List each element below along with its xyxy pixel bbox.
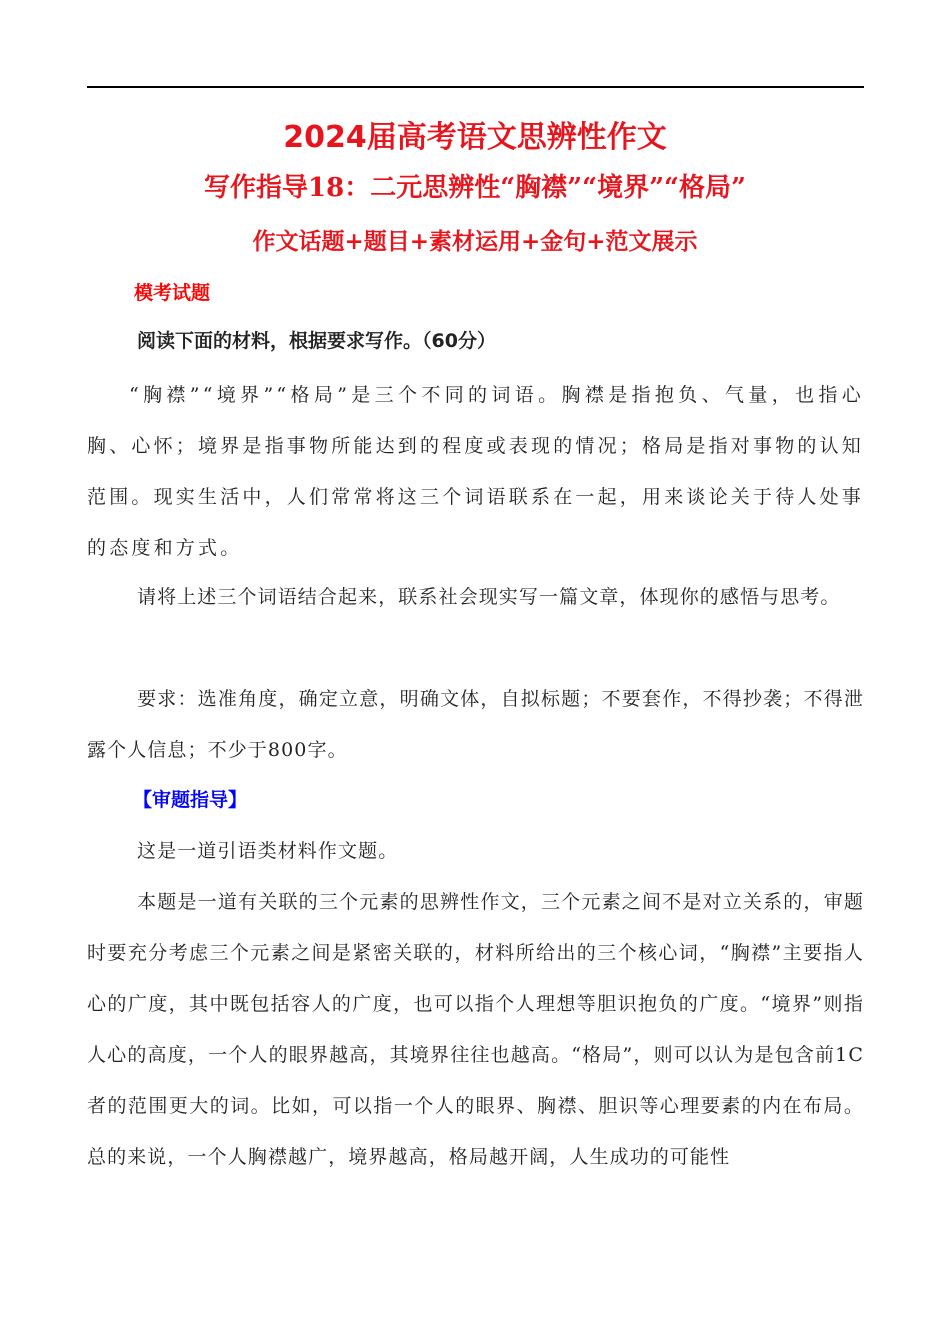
document-subtitle: 写作指导18：二元思辨性“胸襟”“境界”“格局”	[204, 173, 746, 203]
exam-instruction: 阅读下面的材料，根据要求写作。（60分）	[137, 330, 496, 352]
guide-paragraph	[87, 826, 864, 877]
header-rule	[87, 86, 864, 88]
document-tagline: 作文话题+题目+素材运用+金句+范文展示	[252, 228, 698, 255]
exam-material-text: “胸襟”“境界”“格局”是三个不同的词语。胸襟是指抱负、气量，也指心胸、心怀；境界是指事物所能达到的程度或表现的情况；格局是指对事物的认知范围。现实生活中，人们常常将这三个词语联系在一起，用来谈论关于待人处事的态度和方式。	[87, 384, 865, 559]
exam-material-paragraph	[87, 370, 864, 574]
exam-task-paragraph	[87, 572, 864, 623]
guide-section-heading: 【审题指导】	[133, 789, 248, 811]
guide-paragraph	[87, 877, 864, 1183]
exam-requirements-paragraph	[87, 674, 864, 776]
exam-task-text: 请将上述三个词语结合起来，联系社会现实写一篇文章，体现你的感悟与思考。	[137, 586, 841, 608]
guide-paragraph-text: 本题是一道有关联的三个元素的思辨性作文，三个元素之间不是对立关系的，审题时要充分考虑三个元素之间是紧密关联的，材料所给出的三个核心词，“胸襟”主要指人心的广度，其中既包括容人的广度，也可以指个人理想等胆识抱负的广度。“境界”则指人心的高度，一个人的眼界越高，其境界往往也越高。“格局”，则可以认为是包含前1C者的范围更大的词。比如，可以指一个人的眼界、胸襟、胆识等心理要素的内在布局。总的来说，一个人胸襟越广，境界越高，格局越开阔，人生成功的可能性	[87, 891, 864, 1168]
exam-section-heading: 模考试题	[134, 282, 211, 304]
guide-paragraph-text: 这是一道引语类材料作文题。	[137, 840, 399, 862]
document-title: 2024届高考语文思辨性作文	[283, 120, 667, 155]
exam-requirements-text: 要求：选准角度，确定立意，明确文体，自拟标题；不要套作，不得抄袭；不得泄露个人信息；不少于800字。	[87, 688, 864, 761]
